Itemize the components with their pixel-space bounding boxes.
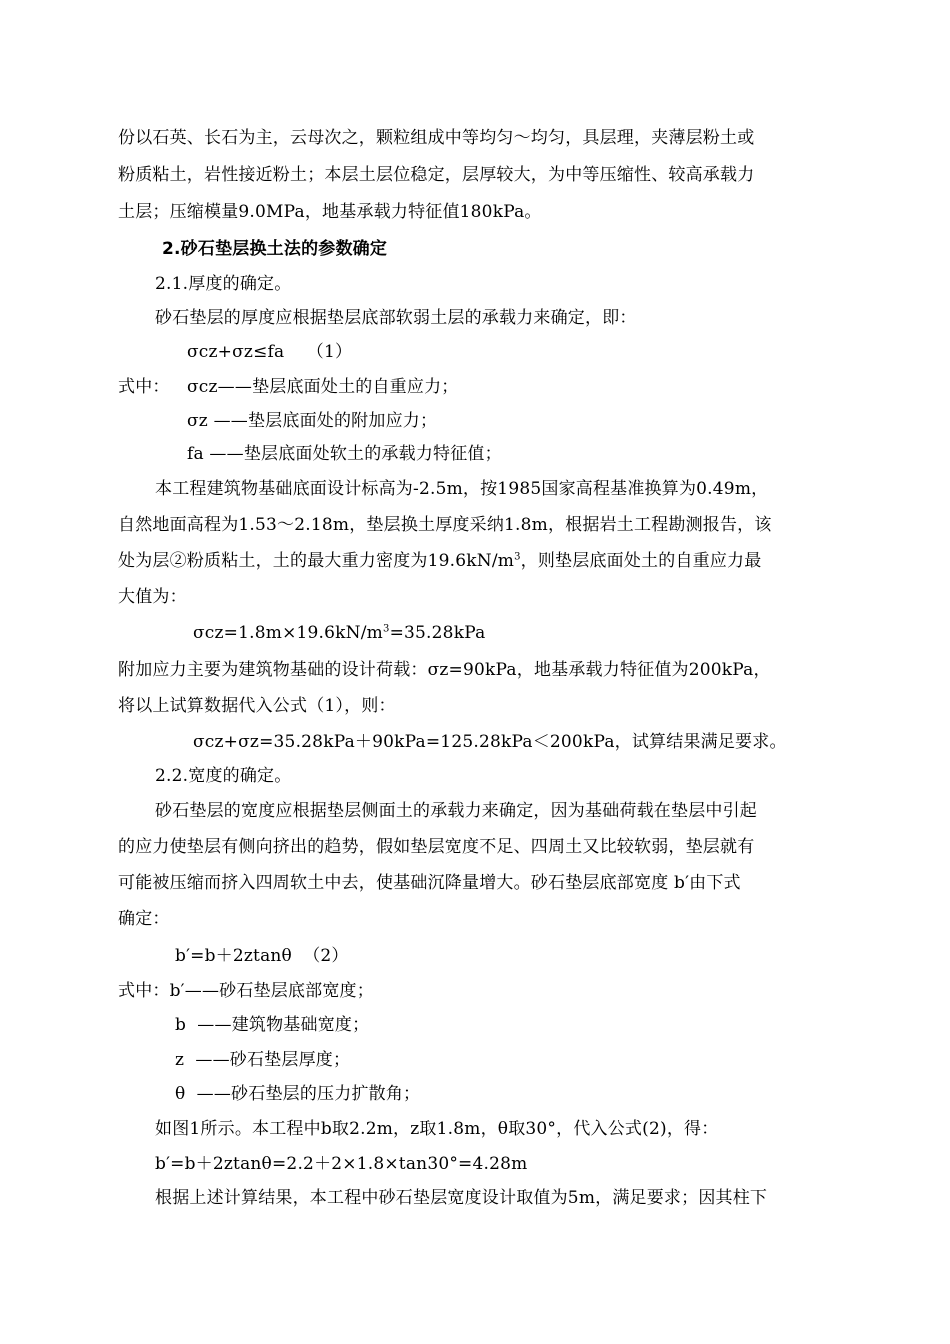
body-text-line: 可能被压缩而挤入四周软土中去，使基础沉降量增大。砂石垫层底部宽度 b′由下式 (118, 873, 741, 893)
body-text-line: 根据上述计算结果，本工程中砂石垫层宽度设计取值为5m，满足要求；因其柱下 (155, 1188, 768, 1208)
body-text-line: 自然地面高程为1.53～2.18m，垫层换土厚度采纳1.8m，根据岩土工程勘测报告，该 (118, 515, 772, 535)
body-text-line: 份以石英、长石为主，云母次之，颗粒组成中等均匀～均匀，具层理，夹薄层粉土或 (118, 128, 755, 148)
body-text-line: 粉质粘土，岩性接近粉土；本层土层位稳定，层厚较大，为中等压缩性、较高承载力 (118, 165, 755, 185)
definition-line: z ——砂石垫层厚度； (175, 1050, 351, 1070)
calculation-line: b′=b＋2ztanθ=2.2＋2×1.8×tan30°=4.28m (155, 1154, 528, 1174)
calculation-line (193, 622, 485, 644)
superscript: 3 (514, 551, 521, 563)
body-text-line: 大值为： (118, 587, 187, 607)
body-text-line: 砂石垫层的宽度应根据垫层侧面土的承载力来确定，因为基础荷载在垫层中引起 (155, 801, 757, 821)
subsection-heading: 2.2.宽度的确定。 (155, 766, 292, 786)
text-segment: σcz=1.8m×19.6kN/m (193, 623, 384, 643)
subsection-heading: 2.1.厚度的确定。 (155, 274, 292, 294)
body-text-line: 将以上试算数据代入公式（1），则： (118, 696, 396, 716)
body-text-line: 确定： (118, 909, 170, 929)
superscript: 3 (383, 623, 390, 635)
definition-line: 式中：b′——砂石垫层底部宽度； (118, 981, 374, 1001)
formula: b′=b＋2ztanθ （2） (175, 946, 349, 966)
text-segment: =35.28kPa (389, 623, 486, 643)
text-segment: ，则垫层底面处土的自重应力最 (520, 551, 762, 571)
body-text-line: 本工程建筑物基础底面设计标高为-2.5m，按1985国家高程基准换算为0.49m， (155, 479, 769, 499)
definition-line: θ ——砂石垫层的压力扩散角； (175, 1084, 421, 1104)
body-text-line (118, 550, 761, 572)
definition-line: b ——建筑物基础宽度； (175, 1015, 370, 1035)
calculation-line: σcz+σz=35.28kPa＋90kPa=125.28kPa＜200kPa，试算结果满足要求。 (193, 732, 787, 752)
definition-line: fa ——垫层底面处软土的承载力特征值； (187, 444, 502, 464)
section-heading: 2.砂石垫层换土法的参数确定 (162, 239, 388, 259)
body-text-line: 的应力使垫层有侧向挤出的趋势，假如垫层宽度不足、四周土又比较软弱，垫层就有 (118, 837, 755, 857)
body-text-line: 土层；压缩模量9.0MPa，地基承载力特征值180kPa。 (118, 202, 542, 222)
definition-line: σcz——垫层底面处土的自重应力； (187, 377, 459, 397)
body-text-line: 砂石垫层的厚度应根据垫层底部软弱土层的承载力来确定，即： (155, 308, 637, 328)
text-segment: 处为层②粉质粘土，土的最大重力密度为19.6kN/m (118, 551, 515, 571)
body-text-line: 如图1所示。本工程中b取2.2m，z取1.8m，θ取30°，代入公式(2)，得： (155, 1119, 719, 1139)
formula: σcz+σz≤fa （1） (187, 342, 353, 362)
where-label: 式中： (118, 377, 170, 397)
definition-line: σz ——垫层底面处的附加应力； (187, 411, 438, 431)
body-text-line: 附加应力主要为建筑物基础的设计荷载：σz=90kPa，地基承载力特征值为200kPa， (118, 660, 771, 680)
